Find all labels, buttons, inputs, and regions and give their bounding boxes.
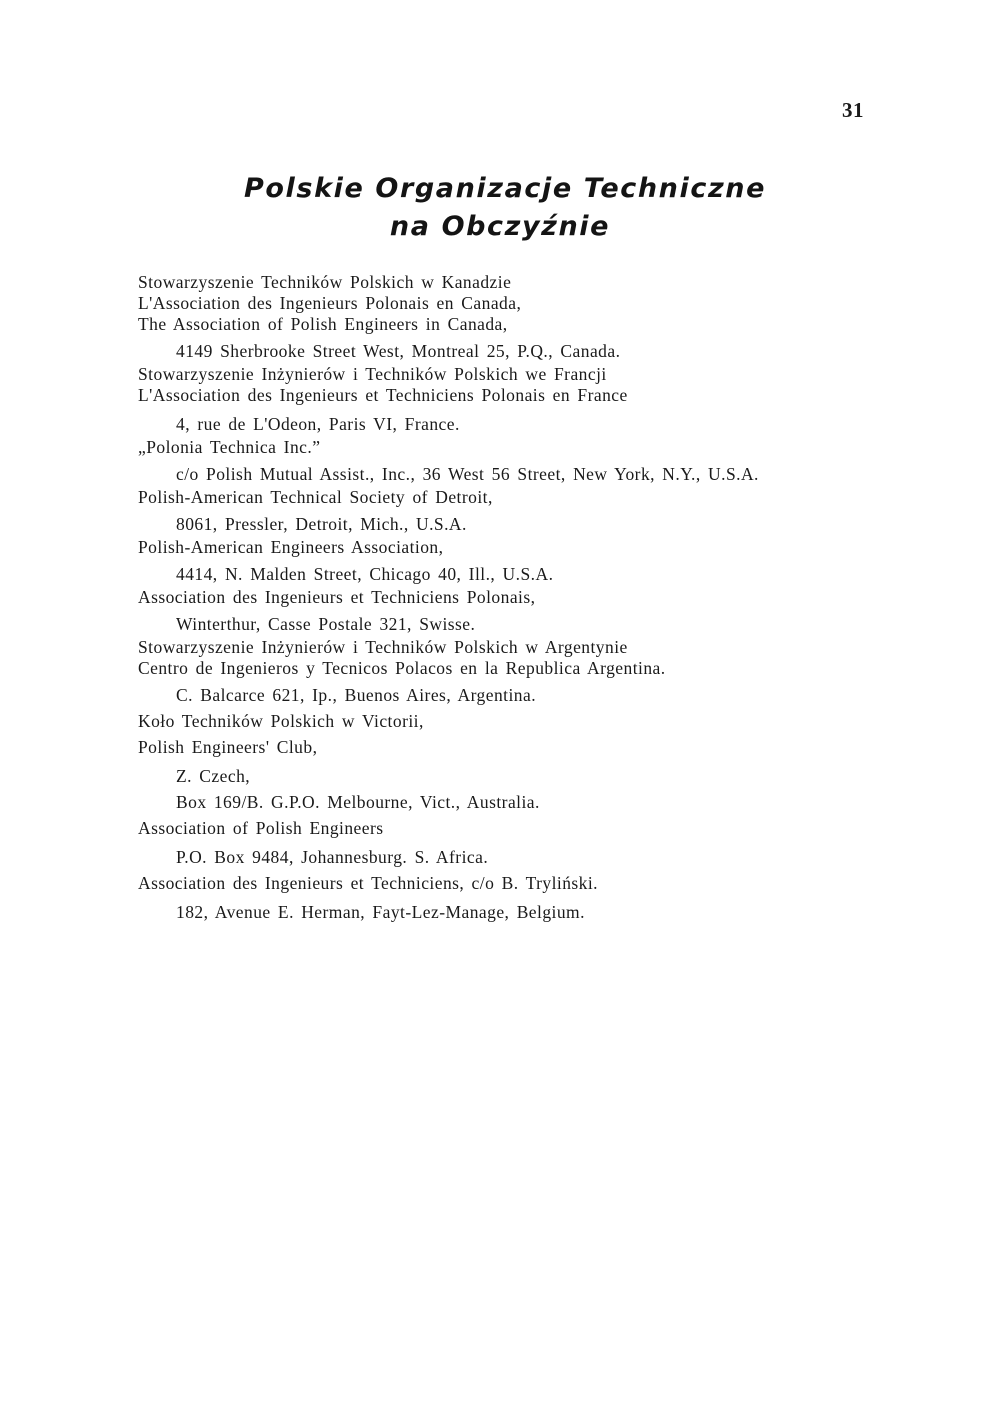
organization-address: Z. Czech, (176, 766, 251, 786)
page-number: 31 (842, 98, 864, 122)
organization-address: Box 169/B. G.P.O. Melbourne, Vict., Australia. (176, 792, 540, 812)
organization-name: Stowarzyszenie Inżynierów i Techników Polskich w Argentynie (138, 637, 628, 657)
organization-name: Polish-American Technical Society of Detroit, (138, 487, 493, 507)
organization-list (138, 272, 898, 925)
organization-name: „Polonia Technica Inc.” (138, 437, 321, 457)
organization-name: Polish Engineers' Club, (138, 737, 318, 757)
organization-name: Association of Polish Engineers (138, 818, 384, 838)
organization-address: 8061, Pressler, Detroit, Mich., U.S.A. (176, 514, 467, 534)
organization-name: Association des Ingenieurs et Techniciens Polonais, (138, 587, 536, 607)
organization-name: Centro de Ingenieros y Tecnicos Polacos en la Republica Argentina. (138, 658, 666, 678)
organization-name: The Association of Polish Engineers in Canada, (138, 314, 508, 334)
organization-entry (138, 637, 898, 708)
organization-entry (138, 437, 898, 487)
organization-entry (138, 364, 898, 437)
organization-entry (138, 487, 898, 537)
organization-address: 4414, N. Malden Street, Chicago 40, Ill., U.S.A. (176, 564, 554, 584)
organization-name: L'Association des Ingenieurs et Techniciens Polonais en France (138, 385, 628, 405)
organization-entry (138, 272, 898, 364)
page-title (0, 170, 1000, 246)
organization-address: C. Balcarce 621, Ip., Buenos Aires, Argentina. (176, 685, 537, 705)
organization-address: Winterthur, Casse Postale 321, Swisse. (176, 614, 476, 634)
organization-entry (138, 708, 898, 815)
organization-entry (138, 587, 898, 637)
organization-name: Koło Techników Polskich w Victorii, (138, 711, 424, 731)
title-line-1: Polskie Organizacje Techniczne (244, 173, 766, 204)
organization-name: Association des Ingenieurs et Techniciens, c/o B. Tryliński. (138, 873, 598, 893)
title-line-2: na Obczyźnie (389, 211, 611, 242)
organization-name: Polish-American Engineers Association, (138, 537, 444, 557)
organization-address: 182, Avenue E. Herman, Fayt-Lez-Manage, Belgium. (176, 902, 585, 922)
organization-name: Stowarzyszenie Techników Polskich w Kanadzie (138, 272, 512, 292)
organization-entry (138, 870, 898, 925)
organization-address: c/o Polish Mutual Assist., Inc., 36 West 56 Street, New York, N.Y., U.S.A. (176, 464, 759, 484)
organization-name: L'Association des Ingenieurs Polonais en Canada, (138, 293, 522, 313)
organization-name: Stowarzyszenie Inżynierów i Techników Polskich we Francji (138, 364, 607, 384)
organization-entry (138, 537, 898, 587)
organization-address: 4149 Sherbrooke Street West, Montreal 25, P.Q., Canada. (176, 341, 621, 361)
organization-entry (138, 815, 898, 870)
organization-address: 4, rue de L'Odeon, Paris VI, France. (176, 414, 460, 434)
organization-address: P.O. Box 9484, Johannesburg. S. Africa. (176, 847, 489, 867)
